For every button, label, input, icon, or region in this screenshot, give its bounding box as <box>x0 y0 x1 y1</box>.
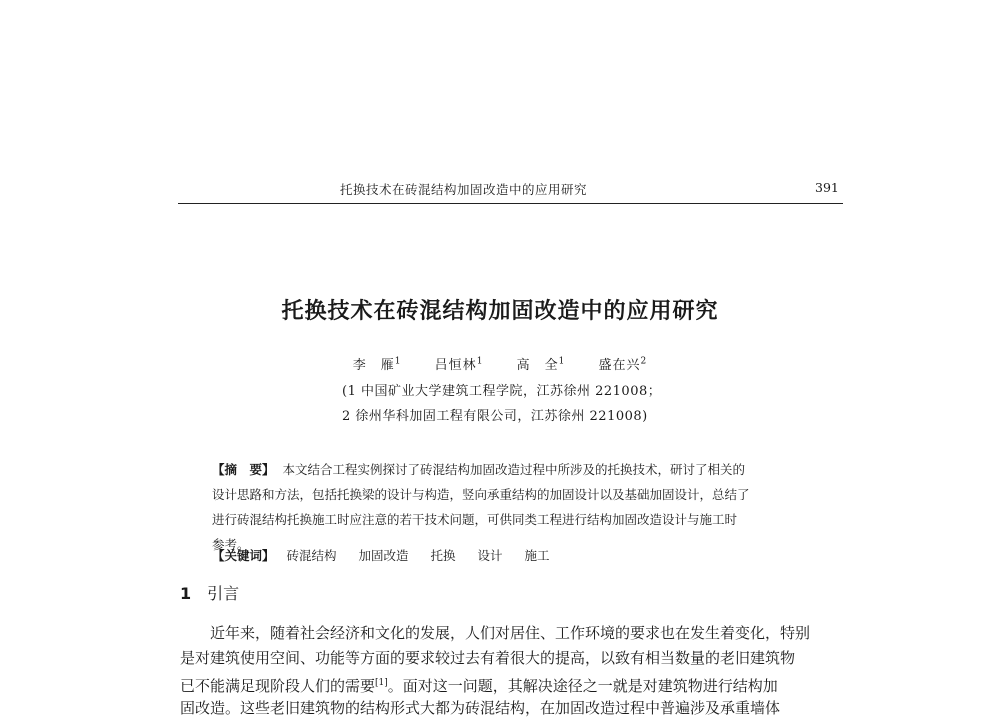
header-rule <box>178 203 843 204</box>
keyword: 托换 <box>430 548 456 563</box>
author: 高 全$^1$ <box>516 356 566 373</box>
keywords-label: 【关键词】 <box>212 548 275 563</box>
abstract-label: 【摘 要】 <box>212 462 275 477</box>
section-title: 引言 <box>207 584 240 603</box>
page-number: 391 <box>815 180 839 195</box>
author: 盛在兴$^2$ <box>598 356 648 373</box>
abstract-line: 【摘 要】 本文结合工程实例探讨了砖混结构加固改造过程中所涉及的托换技术，研讨了相关的 <box>212 462 746 477</box>
body-text <box>180 621 840 721</box>
author-list <box>0 354 1000 373</box>
author: 李 雁$^1$ <box>352 356 402 373</box>
body-line: 已不能满足现阶段人们的需要[1]。面对这一问题，其解决途径之一就是对建筑物进行结构加 <box>180 677 778 695</box>
abstract-line: 设计思路和方法，包括托换梁的设计与构造，竖向承重结构的加固设计以及基础加固设计，总结了 <box>212 487 750 502</box>
abstract-line: 进行砖混结构托换施工时应注意的若干技术问题，可供同类工程进行结构加固改造设计与施工时 <box>212 512 738 527</box>
author: 吕恒林$^1$ <box>434 356 484 373</box>
keyword: 加固改造 <box>358 548 409 563</box>
section-number: 1 <box>180 584 192 603</box>
body-line: 固改造。这些老旧建筑物的结构形式大都为砖混结构，在加固改造过程中普遍涉及承重墙体 <box>180 699 781 717</box>
keyword: 设计 <box>477 548 503 563</box>
affiliation-line: (1 中国矿业大学建筑工程学院，江苏徐州 221008； <box>342 384 662 399</box>
running-header: 托换技术在砖混结构加固改造中的应用研究 <box>340 182 588 197</box>
paper-title: 托换技术在砖混结构加固改造中的应用研究 <box>281 299 719 324</box>
section-heading <box>180 581 239 604</box>
body-line: 是对建筑使用空间、功能等方面的要求较过去有着很大的提高，以致有相当数量的老旧建筑物 <box>180 649 796 667</box>
keyword: 砖混结构 <box>286 548 337 563</box>
body-line: 近年来，随着社会经济和文化的发展，人们对居住、工作环境的要求也在发生着变化，特别 <box>210 624 811 642</box>
keywords <box>212 546 568 564</box>
abstract-line: 参考。 <box>212 537 250 552</box>
abstract <box>212 457 812 557</box>
keyword: 施工 <box>524 548 550 563</box>
citation-ref: [1] <box>375 678 388 688</box>
affiliation-line: 2 徐州华科加固工程有限公司，江苏徐州 221008) <box>342 409 648 424</box>
